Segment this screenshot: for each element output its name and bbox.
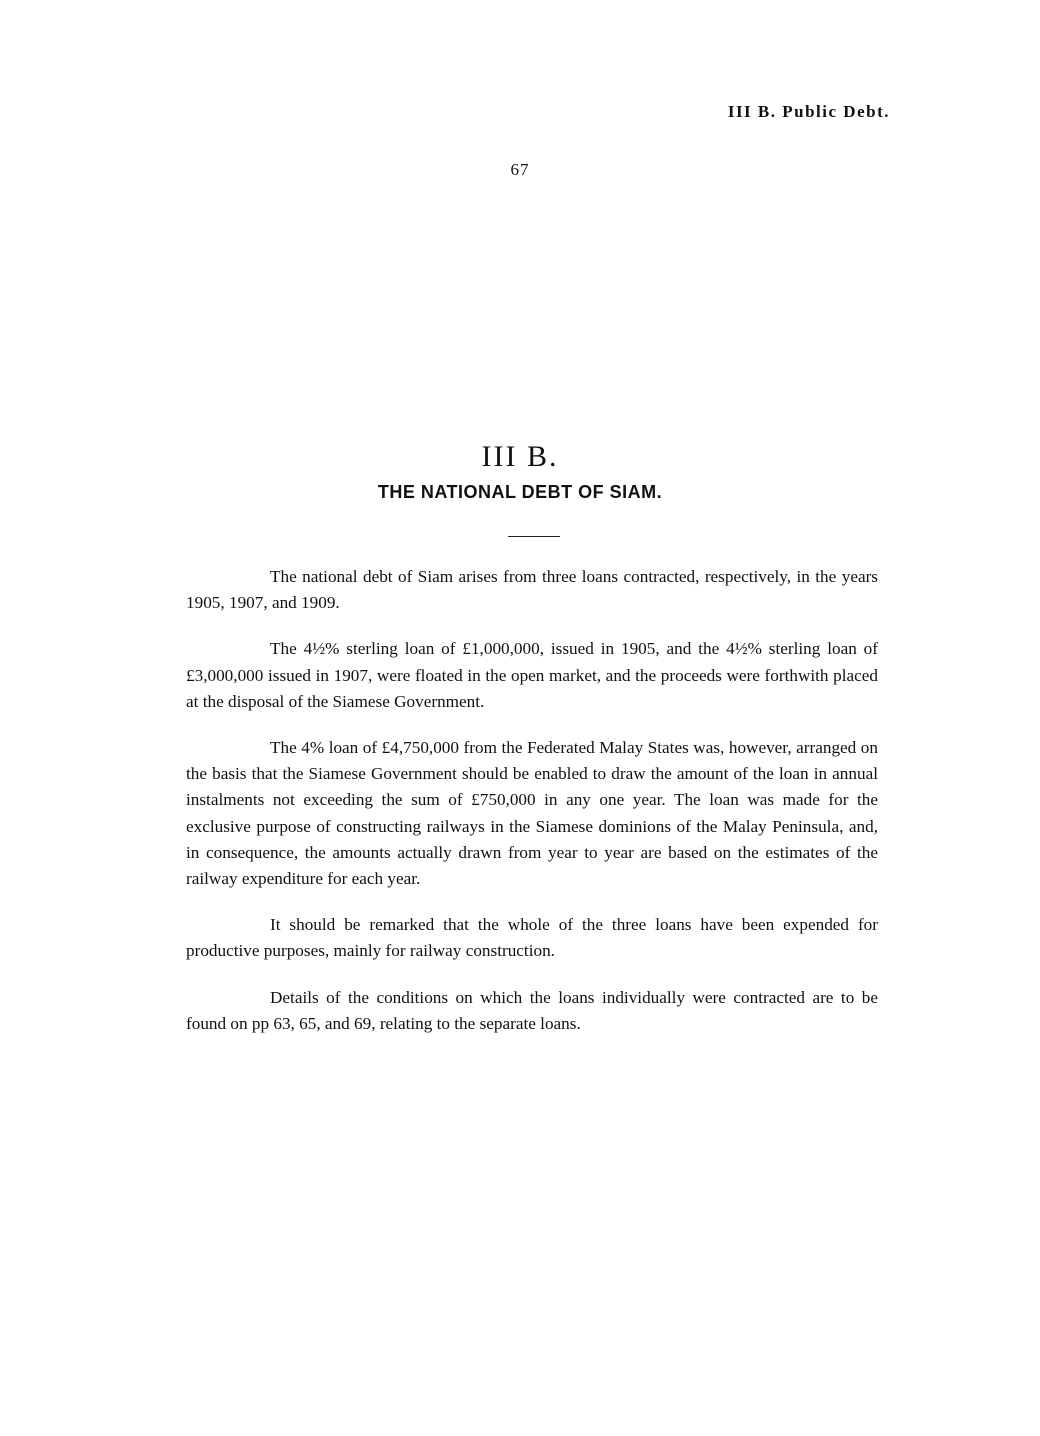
title-divider (508, 536, 560, 537)
body-text (186, 564, 878, 1057)
paragraph-productive-purposes: It should be remarked that the whole of the three loans have been expended for productive purposes, mainly for railway construction. (186, 915, 878, 961)
page-number: 67 (510, 160, 530, 179)
paragraph-loan-details: Details of the conditions on which the loans individually were contracted are to be found on pp 63, 65, and 69, relating to the separate loans. (186, 987, 878, 1033)
section-title: THE NATIONAL DEBT OF SIAM. (377, 482, 663, 502)
section-numeral: III B. (481, 440, 559, 473)
paragraph-sterling-loans: The 4½% sterling loan of £1,000,000, issued in 1905, and the 4½% sterling loan of £3,000,000 issued in 1907, were floated in the open market, and the proceeds were forthwith placed at the disposal of the Siamese Government. (186, 639, 878, 711)
paragraph-debt-origin: The national debt of Siam arises from three loans contracted, respectively, in the years 1905, 1907, and 1909. (186, 567, 878, 613)
paragraph-malay-loan: The 4% loan of £4,750,000 from the Federated Malay States was, however, arranged on the basis that the Siamese Government should be enabled to draw the amount of the loan in annual instalments not exceeding the sum of £750,000 in any one year. The loan was made for the exclusive purpose of constructing railways in the Siamese dominions of the Malay Peninsula, and, in consequence, the amounts actually drawn from year to year are based on the estimates of the railway expenditure for each year. (186, 738, 878, 889)
running-header: III B. Public Debt. (727, 102, 890, 121)
